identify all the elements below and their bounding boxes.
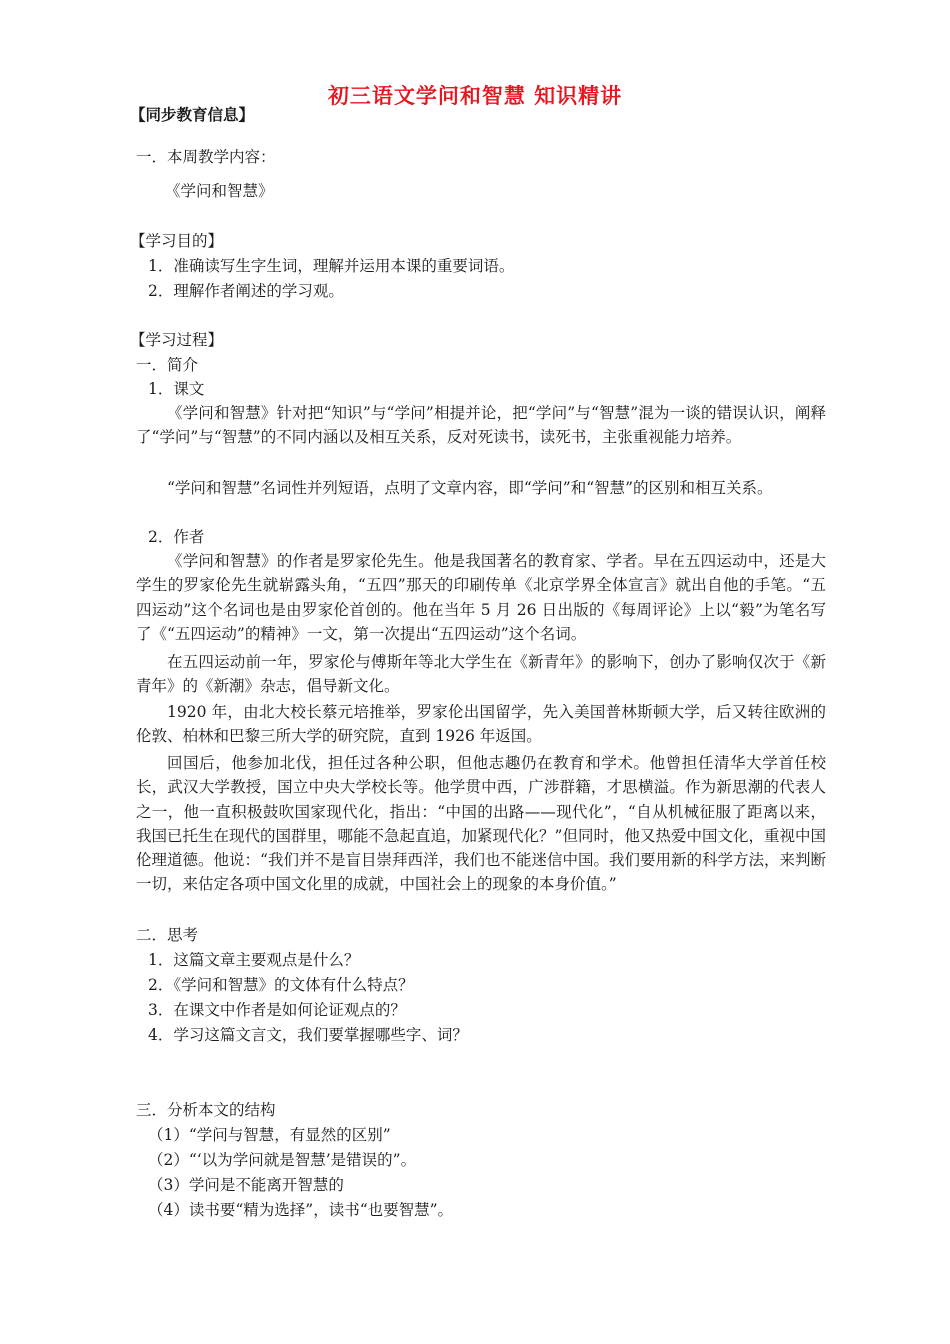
thinking-item: 2．《学问和智慧》的文体有什么特点？ — [148, 976, 414, 994]
author-paragraph: 回国后，他参加北伐，担任过各种公职，但他志趣仍在教育和学术。他曾担任清华大学首任校长，武汉大学教授，国立中央大学校长等。他学贯中西，广涉群籍，才思横溢。作为新思潮的代表人之一，他一直积极鼓吹国家现代化，指出：“中国的出路——现代化”，“自从机械征服了距离以来，我国已托生在现代的国群里，哪能不急起直追，加紧现代化？”但同时，他又热爱中国文化，重视中国伦理道德。他说：“我们并不是盲目崇拜西洋，我们也不能迷信中国。我们要用新的科学方法，来判断一切，来估定各项中国文化里的成就，中国社会上的现象的本身价值。” — [136, 754, 826, 894]
thinking-item: 4．学习这篇文言文，我们要掌握哪些字、词？ — [148, 1026, 468, 1044]
intro-heading: 一．简介 — [136, 356, 199, 374]
structure-item: （1）“学问与智慧，有显然的区别” — [148, 1126, 391, 1144]
goal-item: 2．理解作者阐述的学习观。 — [148, 282, 344, 300]
section-sync-info: 【同步教育信息】 — [130, 106, 255, 124]
text-paragraph: 《学问和智慧》针对把“知识”与“学问”相提并论，把“学问”与“智慧”混为一谈的错误认识，阐释了“学问”与“智慧”的不同内涵以及相互关系，反对死读书，读死书，主张重视能力培养。 — [136, 404, 826, 447]
thinking-item: 3．在课文中作者是如何论证观点的？ — [148, 1001, 406, 1019]
structure-item: （3）学问是不能离开智慧的 — [148, 1176, 344, 1194]
process-heading: 【学习过程】 — [130, 331, 224, 349]
goals-heading: 【学习目的】 — [130, 232, 224, 250]
weekly-heading: 一．本周教学内容： — [136, 148, 276, 166]
structure-item: （2）“‘以为学问就是智慧’是错误的”。 — [148, 1151, 417, 1169]
weekly-content: 《学问和智慧》 — [165, 182, 274, 200]
author-paragraph: 《学问和智慧》的作者是罗家伦先生。他是我国著名的教育家、学者。早在五四运动中，还是大学生的罗家伦先生就崭露头角，“五四”那天的印刷传单《北京学界全体宣言》就出自他的手笔。“五四运动”这个名词也是由罗家伦首创的。他在当年 5 月 26 日出版的《每周评论》上以“毅”为笔名写了《“五四运动”的精神》一文，第一次提出“五四运动”这个名词。 — [136, 552, 826, 643]
page-title: 初三语文学问和智慧 知识精讲 — [327, 84, 623, 108]
text-paragraph: “学问和智慧”名词性并列短语，点明了文章内容，即“学问”和“智慧”的区别和相互关系。 — [167, 479, 773, 497]
author-paragraph: 在五四运动前一年，罗家伦与傅斯年等北大学生在《新青年》的影响下，创办了影响仅次于《新青年》的《新潮》杂志，倡导新文化。 — [136, 653, 826, 696]
structure-item: （4）读书要“精为选择”，读书“也要智慧”。 — [148, 1201, 454, 1219]
thinking-heading: 二．思考 — [136, 926, 199, 944]
structure-heading: 三．分析本文的结构 — [136, 1101, 276, 1119]
thinking-item: 1．这篇文章主要观点是什么？ — [148, 951, 360, 969]
text-heading: 1．课文 — [148, 380, 205, 398]
author-heading: 2．作者 — [148, 528, 205, 546]
author-paragraph: 1920 年，由北大校长蔡元培推举，罗家伦出国留学，先入美国普林斯顿大学，后又转往欧洲的伦敦、柏林和巴黎三所大学的研究院，直到 1926 年返国。 — [136, 703, 826, 746]
goal-item: 1．准确读写生字生词，理解并运用本课的重要词语。 — [148, 257, 515, 275]
